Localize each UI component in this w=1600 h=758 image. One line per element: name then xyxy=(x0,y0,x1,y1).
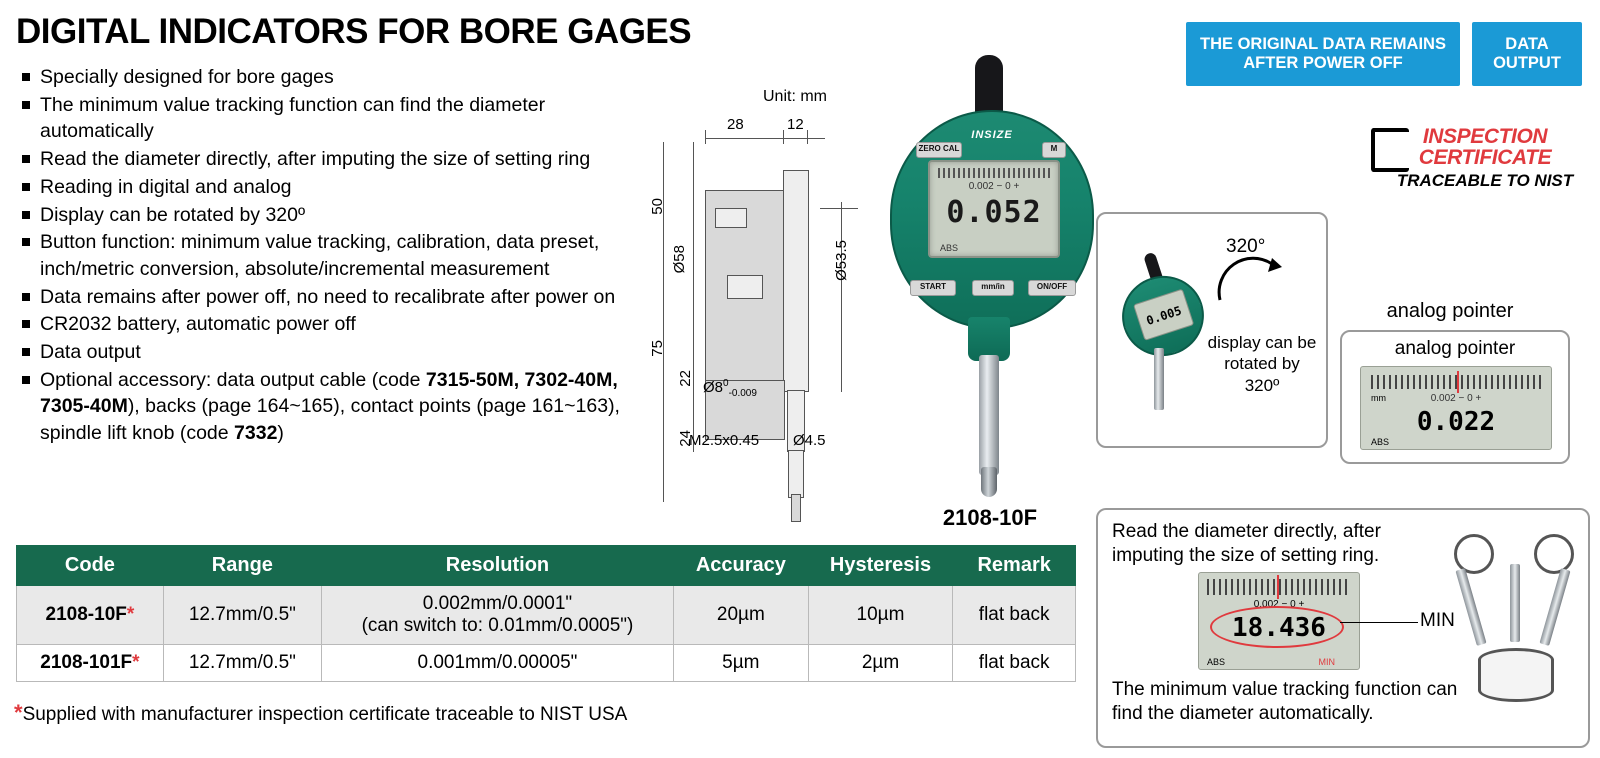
cell-resolution xyxy=(321,586,673,645)
rotation-caption: display can be rotated by 320º xyxy=(1207,333,1317,395)
list-item: Specially designed for bore gages xyxy=(18,64,658,91)
lcd-scale-label: 0.002 − 0 + xyxy=(1253,599,1305,610)
lcd-scale-label: 0.002 − 0 + xyxy=(1430,393,1482,404)
min-callout-label: MIN xyxy=(1420,610,1455,631)
button-on-off[interactable]: ON/OFF xyxy=(1028,280,1076,296)
dim-12: 12 xyxy=(787,116,804,133)
th-accuracy: Accuracy xyxy=(674,546,809,586)
th-hysteresis: Hysteresis xyxy=(808,546,953,586)
button-mm-in[interactable]: mm/in xyxy=(972,280,1014,296)
list-item: Reading in digital and analog xyxy=(18,174,658,201)
dim-dia8: $Ø8^0_{-0.009}$ xyxy=(703,378,757,399)
mini-lcd xyxy=(1133,289,1194,341)
dim-dia4-5: Ø4.5 xyxy=(793,432,826,449)
lcd-scale-label: 0.002 − 0 + xyxy=(968,181,1020,192)
highlight-ellipse xyxy=(1210,606,1344,648)
cell-hysteresis: 2µm xyxy=(808,645,953,682)
resolution-line-2: (can switch to: 0.01mm/0.0005") xyxy=(361,615,634,636)
min-panel-bottom-text: The minimum value tracking function can find the diameter automatically. xyxy=(1112,679,1458,724)
ring-icon xyxy=(1534,534,1574,574)
gage-stick-icon xyxy=(1539,568,1570,646)
gage-contact-point xyxy=(981,467,997,497)
th-range: Range xyxy=(163,546,321,586)
dim-dia53-5: Ø53.5 xyxy=(833,240,850,281)
lcd-value: 0.022 xyxy=(1416,407,1496,437)
bracket-icon xyxy=(1371,128,1409,172)
dim-28: 28 xyxy=(727,116,744,133)
spindle-top xyxy=(975,55,1003,117)
min-tracking-panel xyxy=(1096,508,1590,748)
list-item: Read the diameter directly, after imputing the size of setting ring xyxy=(18,146,658,173)
gage-stick-icon xyxy=(1455,568,1486,646)
cell-code: 2108-10F* xyxy=(17,586,164,645)
dim-75: 75 xyxy=(649,340,666,357)
badge-original-data: THE ORIGINAL DATA REMAINS AFTER POWER OFF xyxy=(1186,22,1460,86)
callout-line xyxy=(1340,622,1418,623)
analog-scale xyxy=(1371,375,1541,389)
list-item: CR2032 battery, automatic power off xyxy=(18,311,658,338)
ring-icon xyxy=(1454,534,1494,574)
th-resolution: Resolution xyxy=(321,546,673,586)
min-panel-top-text: Read the diameter directly, after imputing the size of setting ring. xyxy=(1112,521,1381,566)
accessory-mid: ), backs (page 164~165), contact points (page 161~163), spindle lift knob (code xyxy=(40,395,620,445)
brand-label: INSIZE xyxy=(971,129,1013,141)
accessory-suffix: ) xyxy=(277,422,284,445)
analog-bar xyxy=(938,168,1050,178)
unit-label: Unit: mm xyxy=(763,88,827,105)
footnote-star: * xyxy=(14,700,23,725)
inspection-certificate xyxy=(1380,126,1590,188)
dim-thread: M2.5x0.45 xyxy=(689,432,760,449)
button-zero-cal[interactable]: ZERO CAL xyxy=(916,142,962,158)
list-item: Data remains after power off, no need to recalibrate after power on xyxy=(18,284,658,311)
footnote xyxy=(14,700,627,726)
accessory-prefix: Optional accessory: data output cable (code xyxy=(40,368,426,391)
dim-dia58: Ø58 xyxy=(671,245,688,274)
cell-remark: flat back xyxy=(953,645,1076,682)
specification-table xyxy=(16,545,1076,682)
product-caption: 2108-10F xyxy=(942,505,1038,530)
th-remark: Remark xyxy=(953,546,1076,586)
lcd-min-indicator: MIN xyxy=(1318,657,1335,667)
lcd-abs-indicator: ABS xyxy=(940,243,959,253)
button-m[interactable]: M xyxy=(1042,142,1066,158)
accessory-codes-1: 7315-50M, 7302-40M, 7305-40M xyxy=(40,368,618,418)
cell-remark: flat back xyxy=(953,586,1076,645)
cell-accuracy: 20µm xyxy=(674,586,809,645)
lcd-value: 0.052 xyxy=(946,195,1042,230)
accessory-codes-2: 7332 xyxy=(234,422,278,445)
cell-hysteresis: 10µm xyxy=(808,586,953,645)
th-code: Code xyxy=(17,546,164,586)
mini-gage-illustration xyxy=(1116,252,1204,422)
cell-range: 12.7mm/0.5" xyxy=(163,645,321,682)
page-title: DIGITAL INDICATORS FOR BORE GAGES xyxy=(16,12,692,51)
certificate-line-2: CERTIFICATE xyxy=(1418,146,1552,169)
list-item-optional-accessory xyxy=(18,367,658,447)
lcd-abs-indicator: ABS xyxy=(1207,657,1226,667)
cell-accuracy: 5µm xyxy=(674,645,809,682)
analog-pointer-inner-title: analog pointer xyxy=(1394,338,1516,359)
table-row xyxy=(17,645,1076,682)
lcd-display xyxy=(928,160,1060,258)
table-header-row xyxy=(17,546,1076,586)
gage-body xyxy=(890,110,1094,329)
gage-spindle xyxy=(979,355,999,475)
mini-spindle xyxy=(1154,348,1164,410)
lcd-value: 18.436 xyxy=(1232,613,1326,643)
feature-list xyxy=(18,64,658,448)
analog-pointer-panel xyxy=(1340,330,1570,464)
footnote-text: Supplied with manufacturer inspection certificate traceable to NIST USA xyxy=(22,704,628,725)
product-photo-2108-10f xyxy=(880,55,1100,495)
cell-code: 2108-101F* xyxy=(17,645,164,682)
certificate-subtitle: TRACEABLE TO NIST xyxy=(1396,171,1574,190)
list-item: The minimum value tracking function can find the diameter automatically xyxy=(18,92,658,145)
list-item: Data output xyxy=(18,339,658,366)
cell-range: 12.7mm/0.5" xyxy=(163,586,321,645)
badge-data-output: DATA OUTPUT xyxy=(1472,22,1582,86)
analog-pointer-title: analog pointer xyxy=(1386,300,1514,322)
dim-24: 24 xyxy=(677,430,694,447)
button-start[interactable]: START xyxy=(910,280,956,296)
rotation-arrow-icon xyxy=(1216,254,1286,304)
pointer-needle-icon xyxy=(1457,371,1459,393)
certificate-logo xyxy=(1380,126,1590,188)
table-row xyxy=(17,586,1076,645)
technical-drawing xyxy=(645,90,895,510)
certificate-line-1: INSPECTION xyxy=(1422,125,1548,148)
rotation-panel xyxy=(1096,212,1328,448)
setting-ring-body xyxy=(1478,648,1554,702)
dim-50: 50 xyxy=(649,198,666,215)
analog-pointer-lcd xyxy=(1360,366,1552,450)
dim-22: 22 xyxy=(677,370,694,387)
resolution-line-1: 0.002mm/0.0001" xyxy=(422,593,573,614)
list-item: Button function: minimum value tracking, calibration, data preset, inch/metric conversion, absolute/incremental measurement xyxy=(18,229,658,282)
pointer-needle-icon xyxy=(1277,575,1279,599)
mini-lcd-value: 0.005 xyxy=(1144,303,1184,328)
cell-resolution: 0.001mm/0.00005" xyxy=(321,645,673,682)
rotation-angle-label: 320° xyxy=(1226,236,1266,257)
gage-stick-icon xyxy=(1510,564,1520,642)
lcd-unit-label: mm xyxy=(1371,393,1386,403)
lcd-abs-indicator: ABS xyxy=(1371,437,1390,447)
list-item: Display can be rotated by 320º xyxy=(18,202,658,229)
